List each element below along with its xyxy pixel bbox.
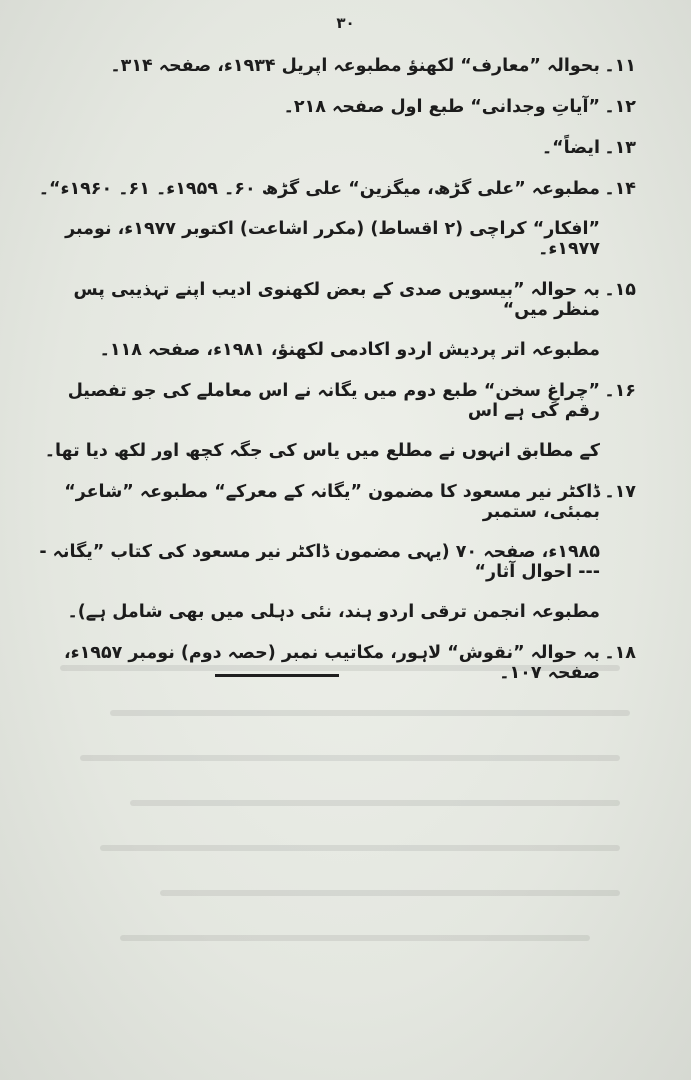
footnote-number: ۱۶۔ [604,381,636,401]
footnote-number: ۱۳۔ [604,138,636,158]
footnote-text-line: ۱۹۸۵ء، صفحہ ۷۰ (یہی مضمون ڈاکٹر نیر مسعود کی کتاب ”یگانہ ---- احوال آثار“ [39,542,600,582]
footnote-number: ۱۱۔ [604,56,636,76]
footnote-text-line: ”چراغِ سخن“ طبع دوم میں یگانہ نے اس معاملے کی جو تفصیل رقم کی ہے اس [67,381,600,421]
footnote-number: ۱۵۔ [604,280,636,300]
footnote-text-line: ”افکار“ کراچی (۲ اقساط) (مکرر اشاعت) اکتوبر ۱۹۷۷ء، نومبر ۱۹۷۷ء۔ [65,219,600,259]
footnote-item [36,482,636,622]
footnote-text-line: بہ حوالہ ”بیسویں صدی کے بعض لکھنوی ادیب اپنے تہذیبی پس منظر میں“ [73,280,600,320]
footnote-text-line: ڈاکٹر نیر مسعود کا مضمون ”یگانہ کے معرکے“ مطبوعہ ”شاعر“ بمبئی، ستمبر [64,482,600,522]
footnote-item [36,97,636,117]
footnote-item [36,643,636,683]
footnote-text-line: مطبوعہ ”علی گڑھ، میگزین“ علی گڑھ ۶۰۔ ۱۹۵۹ء۔ ۶۱۔ ۱۹۶۰ء“۔ [38,179,600,199]
footnote-text-line: بحوالہ ”معارف“ لکھنؤ مطبوعہ اپریل ۱۹۳۴ء، صفحہ ۳۱۴۔ [110,56,600,76]
footnote-text-line: ”آیاتِ وجدانی“ طبع اول صفحہ ۲۱۸۔ [283,97,600,117]
footnote-item [36,56,636,76]
footnote-text-line: بہ حوالہ ”نقوش“ لاہور، مکاتیب نمبر (حصہ دوم) نومبر ۱۹۵۷ء، صفحہ ۱۰۷۔ [63,643,600,683]
footnote-text-line: مطبوعہ انجمن ترقی اردو ہند، نئی دہلی میں بھی شامل ہے)۔ [67,602,600,622]
footnote-item [36,381,636,461]
footnote-number: ۱۲۔ [604,97,636,117]
page-number: ۳۰ [336,14,355,32]
footnote-item [36,179,636,259]
footnote-item [36,280,636,360]
footnote-text-line: مطبوعہ اتر پردیش اردو اکادمی لکھنؤ، ۱۹۸۱ء، صفحہ ۱۱۸۔ [99,340,600,360]
divider-rule [215,674,339,677]
footnote-text-line: کے مطابق انہوں نے مطلع میں یاس کی جگہ کچھ اور لکھ دیا تھا۔ [44,441,600,461]
bleed-through-texture [40,655,650,1015]
footnote-item [36,138,636,158]
footnote-number: ۱۸۔ [604,643,636,663]
footnote-number: ۱۷۔ [604,482,636,502]
footnote-text-line: ایضاً“۔ [541,138,600,158]
footnote-number: ۱۴۔ [604,179,636,199]
footnotes-list [36,56,636,704]
